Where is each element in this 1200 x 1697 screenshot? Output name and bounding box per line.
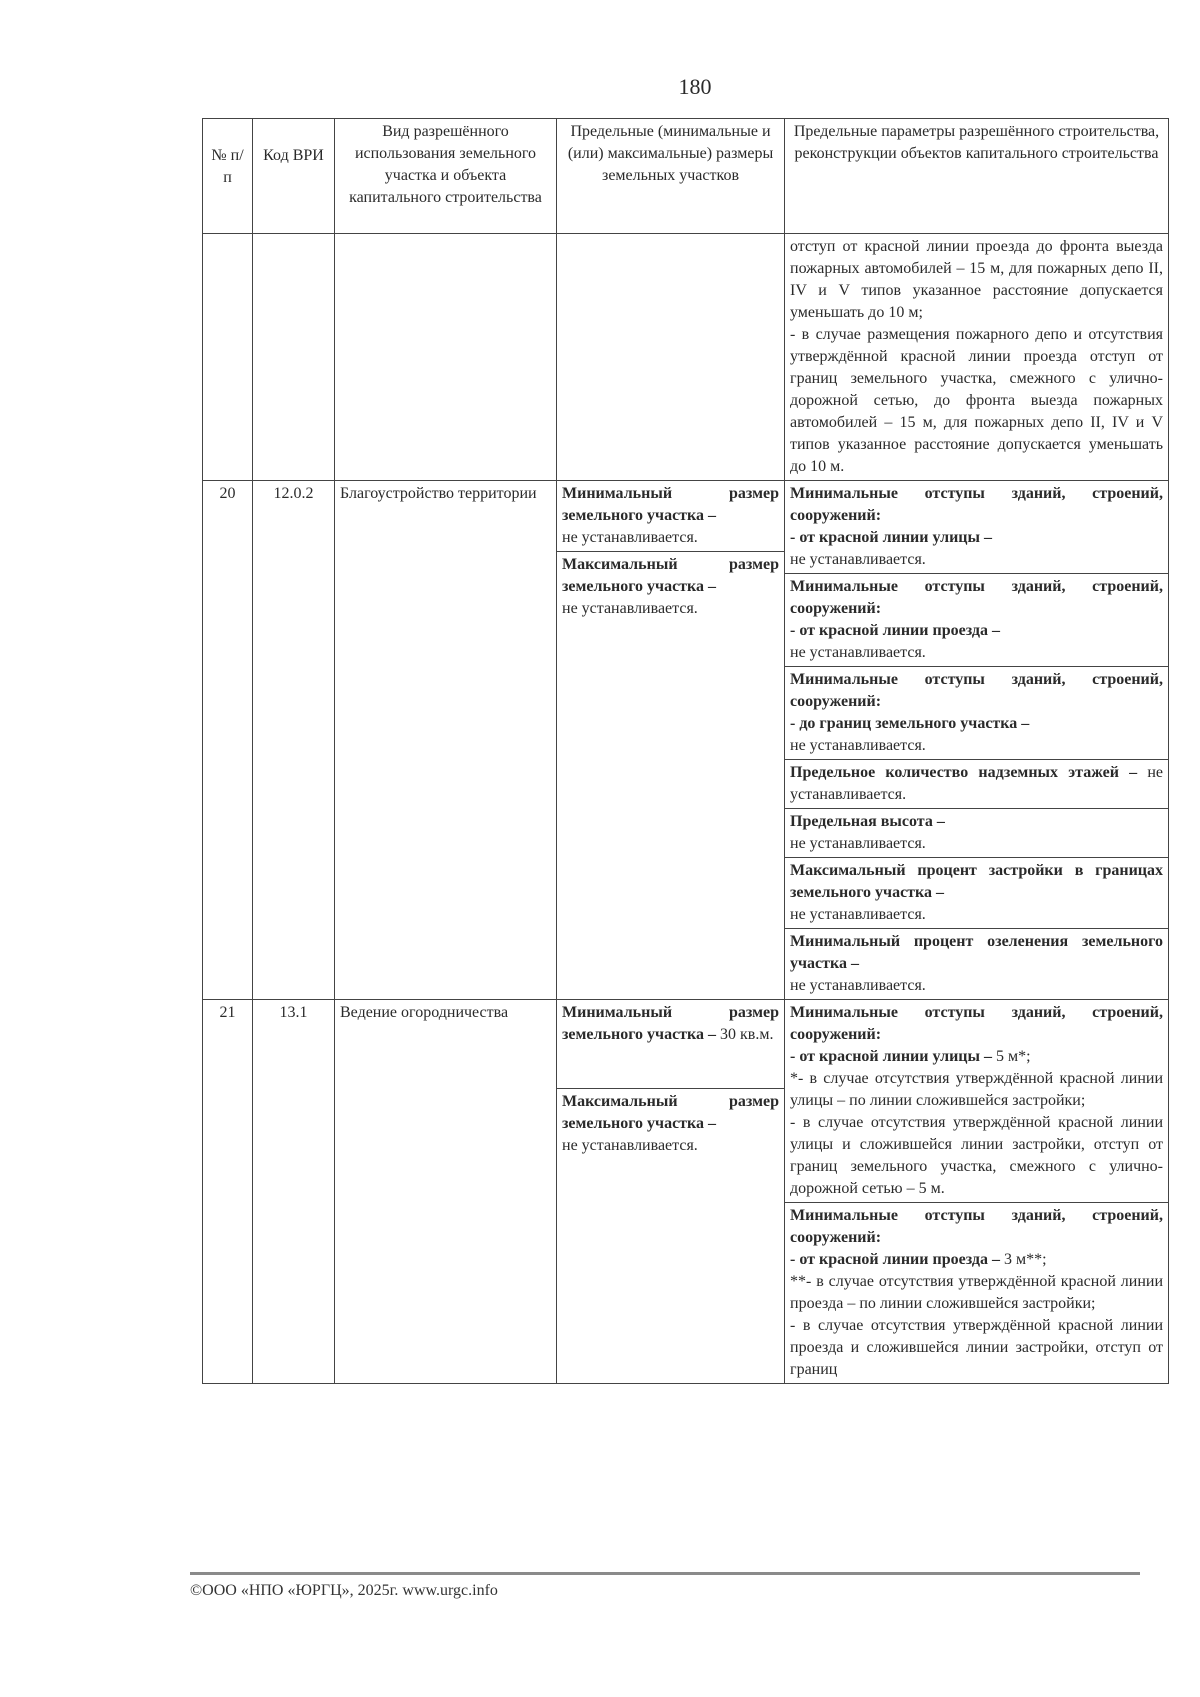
size-max — [557, 552, 784, 623]
param-value: не устанавливается. — [790, 835, 926, 852]
header-params: Предельные параметры разрешённого строительства, реконструкции объектов капитального строительства — [785, 119, 1169, 234]
param-label: Минимальные отступы зданий, строений, сооружений: - от красной линии улицы – — [790, 1004, 1163, 1065]
row-vri: Благоустройство территории — [335, 481, 557, 1000]
cell-empty — [335, 234, 557, 481]
size-label: Максимальный размер земельного участка – — [562, 556, 779, 595]
param-value: 3 м**; **- в случае отсутствия утверждённой красной линии проезда – по линии сложившейся застройки; - в случае отсутствия утверждённой красной линии проезда и сложившейся линии застройки, отступ от границ — [790, 1251, 1163, 1378]
params-subtable — [785, 481, 1168, 999]
row-sizes — [557, 1000, 785, 1384]
param-item — [785, 809, 1168, 858]
row-params — [785, 1000, 1169, 1384]
table-header-row — [203, 119, 1169, 234]
param-label: Минимальные отступы зданий, строений, сооружений: - от красной линии проезда – — [790, 1207, 1163, 1268]
param-label: Минимальные отступы зданий, строений, сооружений: - от красной линии улицы – — [790, 485, 1163, 546]
param-value: не устанавливается. — [790, 906, 926, 923]
footer-divider — [190, 1572, 1140, 1575]
param-item — [785, 858, 1168, 929]
size-min — [557, 481, 784, 552]
param-value: не устанавливается. — [790, 551, 926, 568]
param-label: Минимальные отступы зданий, строений, сооружений: - от красной линии проезда – — [790, 578, 1163, 639]
footer-copyright: ©ООО «НПО «ЮРГЦ», 2025г. www.urgc.info — [190, 1582, 498, 1599]
param-value: не устанавливается. — [790, 737, 926, 754]
params-subtable — [785, 1000, 1168, 1383]
param-label: Минимальные отступы зданий, строений, сооружений: - до границ земельного участка – — [790, 671, 1163, 732]
size-label: Максимальный размер земельного участка – — [562, 1093, 779, 1132]
sizes-subtable — [557, 481, 784, 622]
header-code: Код ВРИ — [253, 119, 335, 234]
size-min — [557, 1000, 784, 1089]
param-item — [785, 481, 1168, 574]
param-value: не устанавливается. — [790, 764, 1163, 803]
size-value: не устанавливается. — [562, 600, 698, 617]
sizes-subtable — [557, 1000, 784, 1159]
table-row — [203, 1000, 1169, 1384]
param-label: Минимальный процент озеленения земельного участка – — [790, 933, 1163, 972]
param-label: Предельное количество надземных этажей – — [790, 764, 1138, 781]
param-value: не устанавливается. — [790, 977, 926, 994]
param-item — [785, 1000, 1168, 1203]
cell-empty — [203, 234, 253, 481]
size-label: Минимальный размер земельного участка – — [562, 485, 779, 524]
row-sizes — [557, 481, 785, 1000]
param-label: Предельная высота – — [790, 813, 945, 830]
size-max — [557, 1089, 784, 1160]
cell-empty — [253, 234, 335, 481]
header-sizes: Предельные (минимальные и (или) максимальные) размеры земельных участков — [557, 119, 785, 234]
param-item — [785, 929, 1168, 1000]
page-number: 180 — [678, 74, 712, 99]
param-label: Максимальный процент застройки в границах земельного участка – — [790, 862, 1163, 901]
header-num: № п/п — [203, 119, 253, 234]
row-code: 13.1 — [253, 1000, 335, 1384]
continuation-text: отступ от красной линии проезда до фронта выезда пожарных автомобилей – 15 м, для пожарных депо II, IV и V типов указанное расстояние допускается уменьшать до 10 м; - в случае размещения пожарного депо и отсутствия утверждённой красной линии проезда отступ от границ земельного участка, смежного с улично-дорожной сетью, до фронта выезда пожарных автомобилей – 15 м, для пожарных депо II, IV и V типов указанное расстояние допускается уменьшать до 10 м. — [785, 234, 1169, 481]
size-value: не устанавливается. — [562, 1137, 698, 1154]
param-item — [785, 760, 1168, 809]
size-value: 30 кв.м. — [716, 1026, 774, 1043]
cell-empty — [557, 234, 785, 481]
row-number: 20 — [203, 481, 253, 1000]
table-row — [203, 234, 1169, 481]
row-code: 12.0.2 — [253, 481, 335, 1000]
regulations-table — [202, 118, 1169, 1384]
param-item — [785, 574, 1168, 667]
param-item — [785, 1203, 1168, 1384]
size-label: Минимальный размер земельного участка – — [562, 1004, 779, 1043]
param-value: не устанавливается. — [790, 644, 926, 661]
size-value: не устанавливается. — [562, 529, 698, 546]
param-item — [785, 667, 1168, 760]
header-vri: Вид разрешённого использования земельного участка и объекта капитального строительства — [335, 119, 557, 234]
row-number: 21 — [203, 1000, 253, 1384]
table-row — [203, 481, 1169, 1000]
row-params — [785, 481, 1169, 1000]
row-vri: Ведение огородничества — [335, 1000, 557, 1384]
param-value: 5 м*; *- в случае отсутствия утверждённой красной линии улицы – по линии сложившейся застройки; - в случае отсутствия утверждённой красной линии улицы и сложившейся линии застройки, отступ от границ земельного участка, смежного с улично-дорожной сетью – 5 м. — [790, 1048, 1163, 1197]
